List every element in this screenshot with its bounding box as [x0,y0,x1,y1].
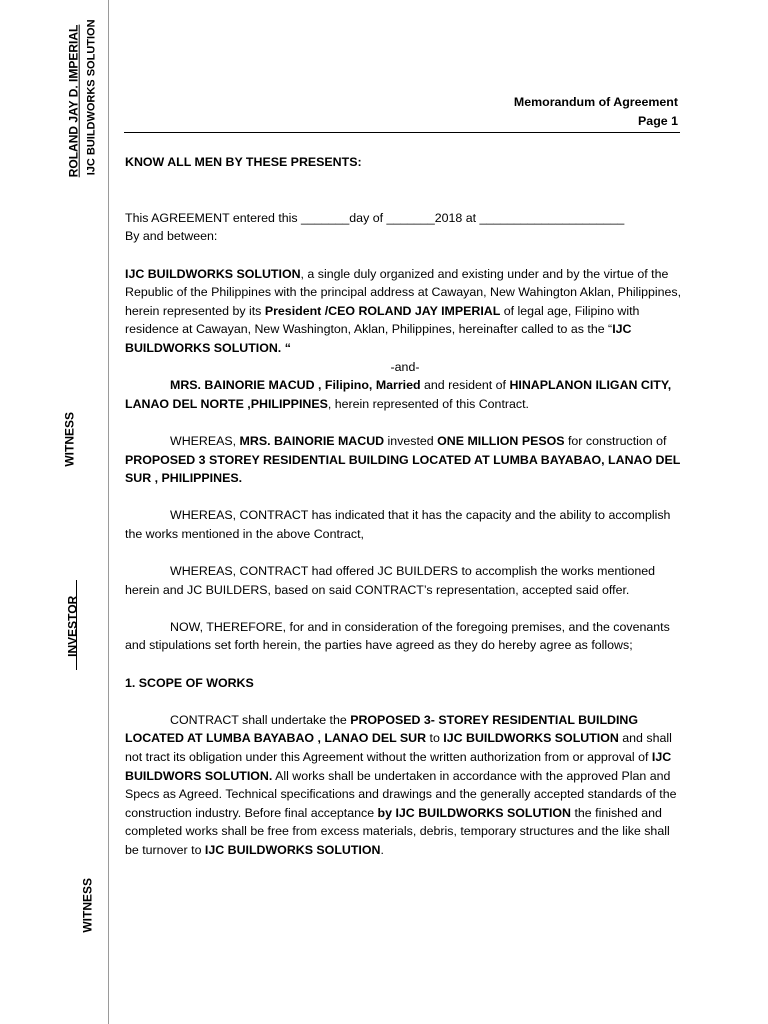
know-all-heading: KNOW ALL MEN BY THESE PRESENTS: [125,155,362,169]
signatory-company: IJC BUILDWORKS SOLUTION [85,19,98,176]
first-party-paragraph: IJC BUILDWORKS SOLUTION, a single duly organized and existing under and by the virtue of the Republic of the Philippines with the principal address at Cawayan, New Wahington Aklan, Philippines, herein represented by its President /CEO ROLAND JAY IMPERIAL of legal age, Filipino with residence at Cawayan, New Washington, Aklan, Philippines, hereinafter called to as the “IJC BUILDWORKS SOLUTION. “ [125,266,682,355]
now-therefore: NOW, THEREFORE, for and in consideration of the foregoing premises, and the covenants and stipulations set forth herein, the parties have agreed as they do hereby agree as follows; [125,619,670,653]
document-title: Memorandum of Agreement [513,95,678,109]
whereas-capacity: WHEREAS, CONTRACT has indicated that it has the capacity and the ability to accomplish the works mentioned in the above Contract, [125,508,671,541]
agreement-body [125,153,685,860]
and-separator: -and- [390,359,420,374]
whereas-investment: WHEREAS, MRS. BAINORIE MACUD invested ONE MILLION PESOS for construction of PROPOSED 3 STOREY RESIDENTIAL BUILDING LOCATED AT LUMBA BAYABAO, LANAO DEL SUR , PHILIPPINES. [125,433,681,486]
page-header [514,93,678,131]
header-rule [124,132,680,133]
witness-label-top: WITNESS [62,411,77,467]
whereas-offer: WHEREAS, CONTRACT had offered JC BUILDERS to accomplish the works mentioned herein and JC BUILDERS, based on said CONTRACT’s representation, accepted said offer. [125,564,656,597]
scope-paragraph: CONTRACT shall undertake the PROPOSED 3- STOREY RESIDENTIAL BUILDING LOCATED AT LUMBA BAYABAO , LANAO DEL SUR to IJC BUILDWORKS SOLUTION and shall not tract its obligation under this Agreement without the written authorization from or approval of IJC BUILDWORS SOLUTION. All works shall be undertaken in accordance with the approved Plan and Specs as Agreed. Technical specifications and drawings and the generally accepted standards of the construction industry. Before final acceptance by IJC BUILDWORKS SOLUTION the finished and completed works shall be free from excess materials, debris, temporary structures and the like shall be turnover to IJC BUILDWORKS SOLUTION. [125,712,677,857]
scope-heading: 1. SCOPE OF WORKS [125,675,254,690]
witness-label-bottom: WITNESS [80,877,95,933]
second-party-paragraph: MRS. BAINORIE MACUD , Filipino, Married and resident of HINAPLANON ILIGAN CITY, LANAO DEL NORTE ,PHILIPPINES, herein represented of this Contract. [125,378,672,411]
margin-rule [108,0,109,1024]
page-number: Page 1 [638,114,678,128]
signatory-name: ROLAND JAY D. IMPERIAL [66,24,81,178]
entered-line: This AGREEMENT entered this _______day of _______2018 at _____________________ [125,210,625,225]
investor-label: INVESTOR [65,595,80,657]
by-between-line: By and between: [125,229,218,244]
